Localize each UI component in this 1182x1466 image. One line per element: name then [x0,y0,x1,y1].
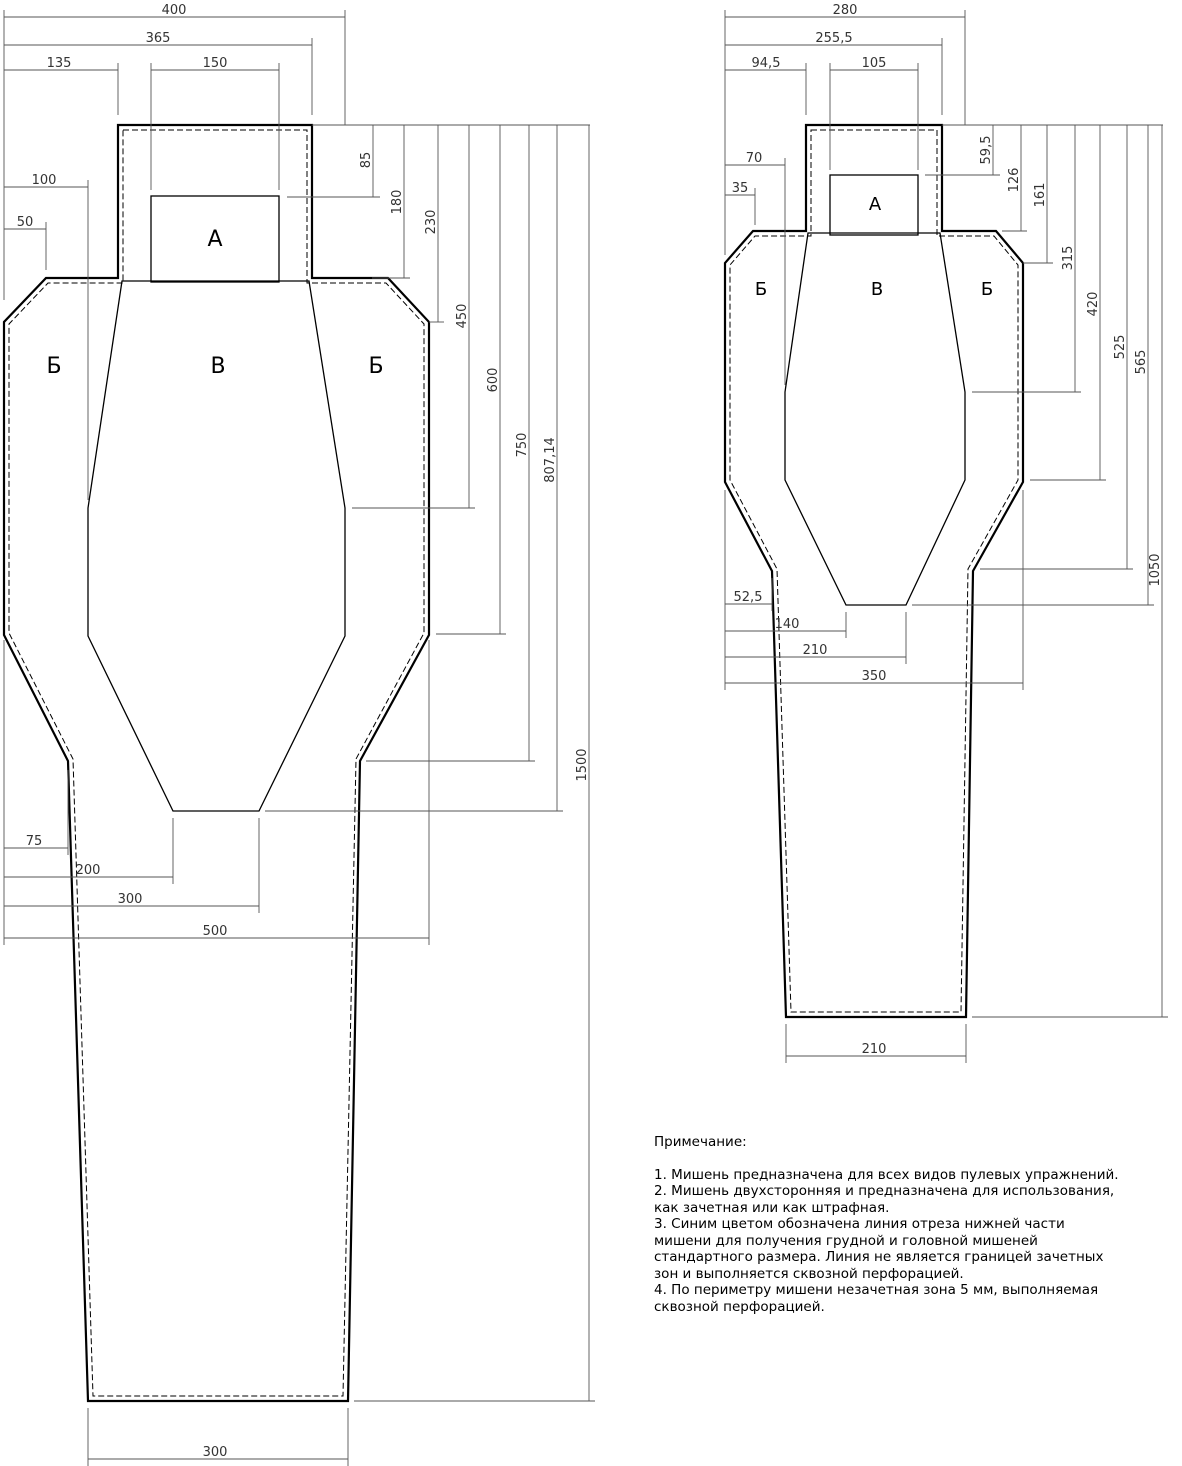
note-item-3: 3. Синим цветом обозначена линия отреза нижней части мишени для получения грудной и головной мишеней стандартного размера. Линия не является границей зачетных зон и выполняется сквозной перфорацией. [654,1216,1104,1282]
dim-large-50: 50 [16,215,34,230]
dim-small-94: 94,5 [751,56,781,71]
dim-large-450: 450 [455,303,470,329]
large-zone-a-label: А [207,227,223,252]
dim-small-255: 255,5 [815,31,853,46]
dim-small-140: 140 [774,617,800,632]
note-item-2: 2. Мишень двухсторонняя и предназначена для использования, как зачетная или как штрафная. [654,1183,1115,1216]
dim-large-200: 200 [75,863,101,878]
dim-small-70: 70 [745,151,763,166]
large-zone-b-left-label: Б [46,354,62,379]
large-target-outline [4,125,429,1401]
small-zone-a-label: А [868,194,882,215]
dim-large-365: 365 [145,31,171,46]
dim-small-59: 59,5 [979,135,994,165]
small-dim-top [725,3,965,385]
dim-large-300-bottom: 300 [202,1445,228,1460]
dim-small-161: 161 [1033,182,1048,208]
note-item-4: 4. По периметру мишени незачетная зона 5 мм, выполняемая сквозной перфорацией. [654,1282,1099,1315]
dim-large-150: 150 [202,56,228,71]
dim-large-230: 230 [424,209,439,235]
dim-small-105: 105 [861,56,887,71]
dim-large-1500: 1500 [575,748,590,782]
dim-small-315: 315 [1061,245,1076,271]
small-target-outline [725,125,1023,1017]
notes-block [654,1134,1124,1315]
dim-large-75: 75 [25,834,43,849]
small-dim-right [912,125,1168,1017]
note-item-1: 1. Мишень предназначена для всех видов пулевых упражнений. [654,1166,1119,1183]
dim-small-210-bottom: 210 [861,1042,887,1057]
dim-small-210: 210 [802,643,828,658]
dim-large-807: 807,14 [543,437,558,483]
large-zone-b-right-label: Б [368,354,384,379]
small-target [725,3,1168,1063]
dim-small-126: 126 [1007,167,1022,193]
small-zone-v-label: В [870,279,884,300]
small-zone-b-right-label: Б [980,279,994,300]
dim-small-280: 280 [832,3,858,18]
large-target [4,3,595,1466]
dim-small-420: 420 [1086,291,1101,317]
dim-large-750: 750 [515,432,530,458]
dim-small-1050: 1050 [1148,553,1163,587]
dim-large-500: 500 [202,924,228,939]
dim-large-180: 180 [390,189,405,215]
dim-small-52: 52,5 [733,590,763,605]
small-zone-b-left-label: Б [754,279,768,300]
large-target-perforation [9,130,424,1396]
dim-large-135: 135 [46,56,72,71]
small-target-perforation [730,130,1018,1012]
small-dim-bottom [725,490,1023,1063]
dim-small-565: 565 [1134,349,1149,375]
dim-large-600: 600 [486,367,501,393]
dim-large-100: 100 [31,173,57,188]
dim-small-525: 525 [1113,334,1128,360]
dim-large-400: 400 [161,3,187,18]
dim-small-350: 350 [861,669,887,684]
large-dim-top [4,3,345,500]
notes-title: Примечание: [654,1134,747,1150]
dim-large-300: 300 [117,892,143,907]
dim-small-35: 35 [731,181,749,196]
large-zone-v-label: В [210,354,226,379]
dim-large-85: 85 [359,151,374,169]
